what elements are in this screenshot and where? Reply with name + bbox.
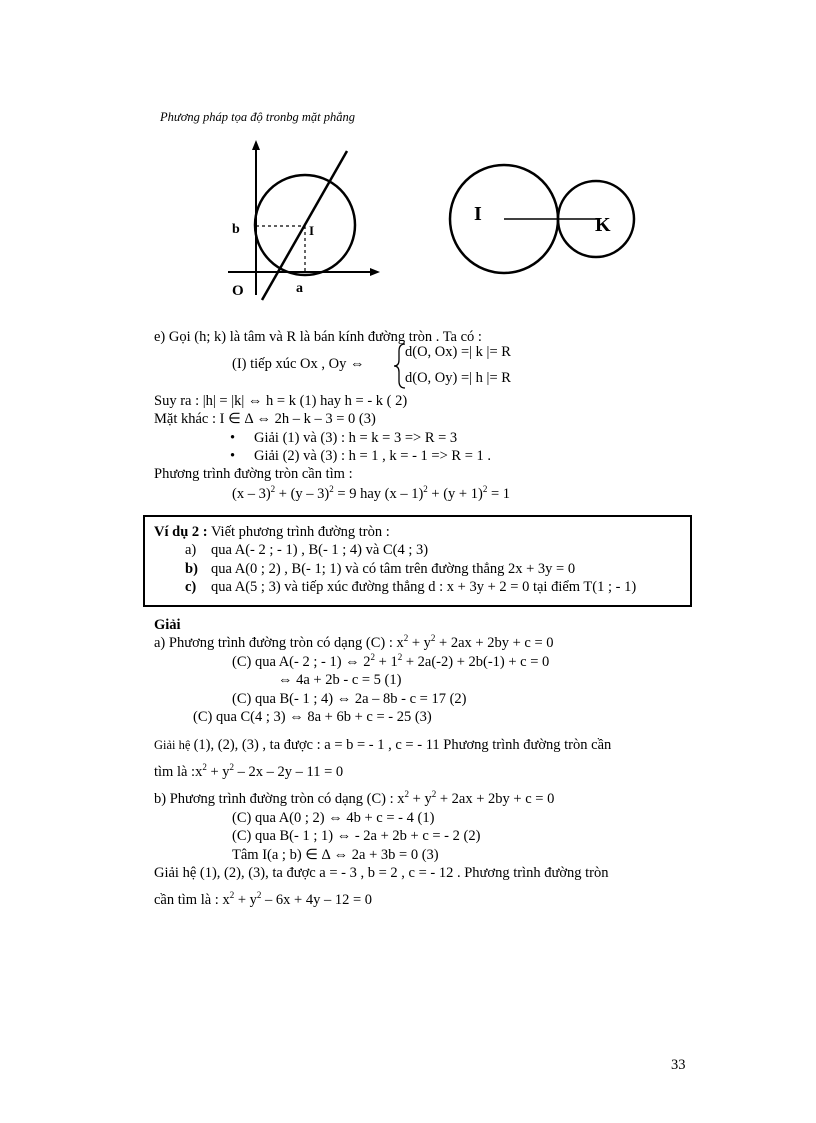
sol-a-result: Giải hệ (1), (2), (3) , ta được : a = b = - 1 , c = - 11 Phương trình đường tròn cần [154,737,612,753]
sol-b-line-2: (C) qua B(- 1 ; 1) ⇔ - 2a + 2b + c = - 2 (2) [232,828,481,844]
sol-b-line-3: Tâm I(a ; b) ∈ Δ ⇔ 2a + 3b = 0 (3) [232,847,439,863]
bullet-1: Giải (1) và (3) : h = k = 3 => R = 3 [254,430,458,446]
bullet-dot-1: • [230,430,236,446]
solution-title: Giải [154,617,181,633]
label-I2: I [474,203,482,225]
sol-a-line-1: (C) qua A(- 2 ; - 1) ⇔ $2^2 + 1^2 + 2a(-2) + 2b(-1) + c = 0$ [232,652,550,670]
y-axis-arrow [252,140,260,150]
sol-a-line-2: ⇔ 4a + 2b - c = 5 (1) [278,672,402,688]
figure-tangent-circle [222,138,392,306]
mat-khac: Mặt khác : I ∈ Δ ⇔ 2h – k – 3 = 0 (3) [154,411,376,427]
bullet-dot-2: • [230,448,236,464]
label-K: K [595,214,611,236]
example-c-text: qua A(5 ; 3) và tiếp xúc đường thẳng d : x + 3y + 2 = 0 tại điểm T(1 ; - 1) [211,579,637,595]
label-b: b [232,222,240,237]
label-I: I [309,223,315,238]
page-number: 33 [671,1057,686,1073]
cond-line-2: d(O, Oy) =| h |= R [405,370,511,386]
part-e-intro: e) Gọi (h; k) là tâm và R là bán kính đường tròn . Ta có : [154,329,482,345]
example-c-label: c) [185,579,197,595]
label-O: O [232,283,244,299]
example-title: Ví dụ 2 : Viết phương trình đường tròn : [154,524,390,540]
sol-b-intro: b) Phương trình đường tròn có dạng (C) : $x^2 + y^2 + 2ax + 2by + c = 0$ [154,789,555,807]
pt-title: Phương trình đường tròn cần tìm : [154,466,353,482]
cond-left: (I) tiếp xúc Ox , Oy ⇔ [232,356,365,372]
sol-a-intro: a) Phương trình đường tròn có dạng (C) : $x^2 + y^2 + 2ax + 2by + c = 0$ [154,633,554,651]
figure-two-circles [445,158,645,283]
cond-line-1: d(O, Ox) =| k |= R [405,344,511,360]
pt-equation: (x – 3)$^2$ + (y – 3)$^2$ = 9 hay $(x - 1)^2 + (y + 1)^2 = 1$ [232,484,510,502]
sol-b-result-2: cần tìm là : $x^2 + y^2 - 6x + 4y - 12 = 0$ [154,890,372,908]
sol-b-result: Giải hệ (1), (2), (3), ta được a = - 3 , b = 2 , c = - 12 . Phương trình đường tròn [154,865,609,881]
example-a-text: qua A(- 2 ; - 1) , B(- 1 ; 4) và C(4 ; 3) [211,542,429,558]
sol-a-line-3: (C) qua B(- 1 ; 4) ⇔ 2a – 8b - c = 17 (2) [232,691,467,707]
page-header: Phương pháp tọa độ tronbg mặt phẳng [160,110,355,124]
bullet-2: Giải (2) và (3) : h = 1 , k = - 1 => R = 1 . [254,448,492,464]
example-a-label: a) [185,542,197,558]
label-a: a [296,281,303,296]
suy-ra: Suy ra : |h| = |k| ⇔ h = k (1) hay h = - k ( 2) [154,393,408,409]
x-axis-arrow [370,268,380,276]
sol-a-result-2: tìm là $:x^2 + y^2 - 2x - 2y - 11 = 0$ [154,762,344,780]
sol-a-line-4: (C) qua C(4 ; 3) ⇔ 8a + 6b + c = - 25 (3) [193,709,432,725]
example-b-text: qua A(0 ; 2) , B(- 1; 1) và có tâm trên đường thẳng 2x + 3y = 0 [211,561,576,577]
sol-b-line-1: (C) qua A(0 ; 2) ⇔ 4b + c = - 4 (1) [232,810,435,826]
example-b-label: b) [185,561,198,577]
